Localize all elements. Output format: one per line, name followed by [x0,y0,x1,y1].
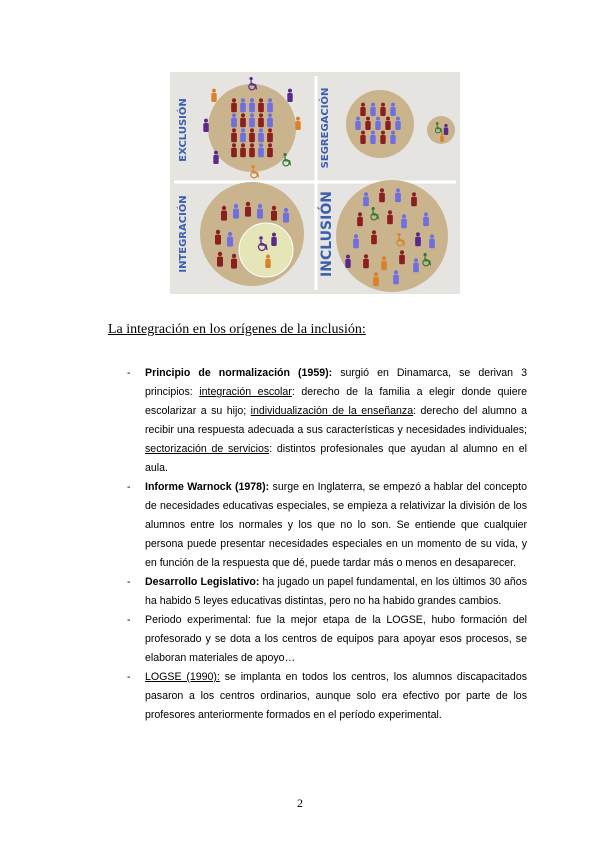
bullet-dash: - [127,671,131,683]
person-icon [267,143,273,157]
person-icon [345,255,350,268]
section-title: La integración en los orígenes de la inclusión: [108,322,366,337]
person-icon [360,103,365,116]
person-icon [249,143,255,157]
person-icon [267,113,273,127]
person-icon [258,113,264,127]
person-icon [395,188,401,202]
label-exclusion: EXCLUSIÓN [178,98,189,162]
item-underlined-term: LOGSE (1990): [145,671,220,683]
person-icon [444,124,449,135]
person-icon [415,232,421,246]
person-icon [393,270,399,284]
item-text: surgió en Dinamarca, se derivan 3 principios: [145,367,527,398]
person-icon [380,131,385,144]
person-icon [440,133,444,142]
person-icon [221,206,227,221]
item-underlined-term: individualización de la enseñanza [250,405,414,417]
person-icon [365,117,370,130]
person-icon [211,89,216,102]
person-icon [370,131,375,144]
person-icon [258,143,264,157]
person-icon [381,256,387,270]
item-heading: Informe Warnock (1978): [145,481,270,493]
item-text: ha jugado un papel fundamental, en los últimos 30 años ha habido 5 leyes educativas distintas, pero no ha habido grandes cambios. [145,576,527,607]
label-inclusion: INCLUSIÓN [319,191,335,277]
person-icon [267,128,273,142]
person-icon [395,117,400,130]
person-icon [353,234,359,248]
list-item [127,573,527,611]
person-icon [249,113,255,127]
person-icon [240,113,246,127]
person-icon [240,98,246,112]
person-icon [380,103,385,116]
person-icon [258,98,264,112]
person-icon [283,208,289,223]
person-icon [240,143,246,157]
item-text: : distintos profesionales que ayudan al alumno en el aula. [145,443,527,474]
exclusion-circle [208,84,296,172]
person-icon [231,128,237,142]
person-icon [370,103,375,116]
item-heading: Desarrollo Legislativo: [145,576,260,588]
item-text: se implanta en todos los centros, los alumnos discapacitados pasaron a los centros ordinarios, aunque solo era efectivo por parte de los profesores anteriormente formados en el período experimental. [145,671,528,721]
person-icon [267,98,273,112]
person-icon [355,117,360,130]
bullet-list [127,364,527,725]
inclusion-diagram [170,72,460,294]
label-integration: INTEGRACIÓN [178,195,189,273]
person-icon [401,214,407,228]
person-icon [379,188,385,202]
inclusion-diagram-svg [170,72,460,294]
person-icon [371,230,377,244]
person-icon [249,128,255,142]
page-number: 2 [297,796,303,810]
person-icon [375,117,380,130]
person-icon [231,143,237,157]
person-icon [215,230,221,245]
list-item [127,364,527,478]
person-icon [429,234,435,248]
person-icon [411,192,417,206]
person-icon [287,89,292,102]
integration-inner-circle [239,223,293,277]
person-icon [423,212,429,226]
person-icon [357,212,363,226]
label-segregation: SEGREGACIÓN [320,87,331,169]
item-text: surge en Inglaterra, se empezó a hablar del concepto de necesidades educativas especiales, se empieza a relativizar la división de los alumnos entre los normales y los que no lo son. Se entiende que cualquier persona puede presentar necesidades especiales en un momento de su vida, y en función de la respuesta que dé, puede tardar más o menos en desaparecer. [145,481,528,569]
person-icon [373,272,379,286]
person-icon [385,117,390,130]
bullet-dash: - [127,614,131,626]
bullet-dash: - [127,481,131,493]
person-icon [258,128,264,142]
person-icon [203,119,208,132]
person-icon [240,128,246,142]
person-icon [360,131,365,144]
item-text: : derecho del alumno a recibir una respuesta adecuada a sus características y necesidades individuales; [145,405,527,436]
item-text: Periodo experimental: fue la mejor etapa de la LOGSE, hubo formación del profesorado y se dota a los centros de equipos para apoyar esos procesos, se elaboran materiales de apoyo… [145,614,527,664]
item-text: : derecho de la familia a elegir donde quiere escolarizar a su hijo; [145,386,528,417]
person-icon [217,252,223,267]
person-icon [231,254,237,269]
person-icon [231,98,237,112]
person-icon [265,255,270,268]
person-icon [231,113,237,127]
person-icon [271,233,276,246]
person-icon [363,192,369,206]
person-icon [245,202,251,217]
list-item [127,668,527,725]
list-item [127,478,527,573]
person-icon [213,151,218,164]
person-icon [271,206,277,221]
person-icon [363,254,369,268]
person-icon [390,131,395,144]
bullet-dash: - [127,367,131,379]
bullet-dash: - [127,576,131,588]
person-icon [295,117,300,130]
person-icon [227,232,233,247]
person-icon [257,204,263,219]
list-item [127,611,527,668]
person-icon [390,103,395,116]
item-underlined-term: sectorización de servicios [145,443,270,455]
person-icon [233,204,239,219]
person-icon [387,210,393,224]
person-icon [399,250,405,264]
item-heading: Principio de normalización (1959): [145,367,333,379]
person-icon [413,258,419,272]
item-underlined-term: integración escolar [199,386,292,398]
person-icon [249,98,255,112]
